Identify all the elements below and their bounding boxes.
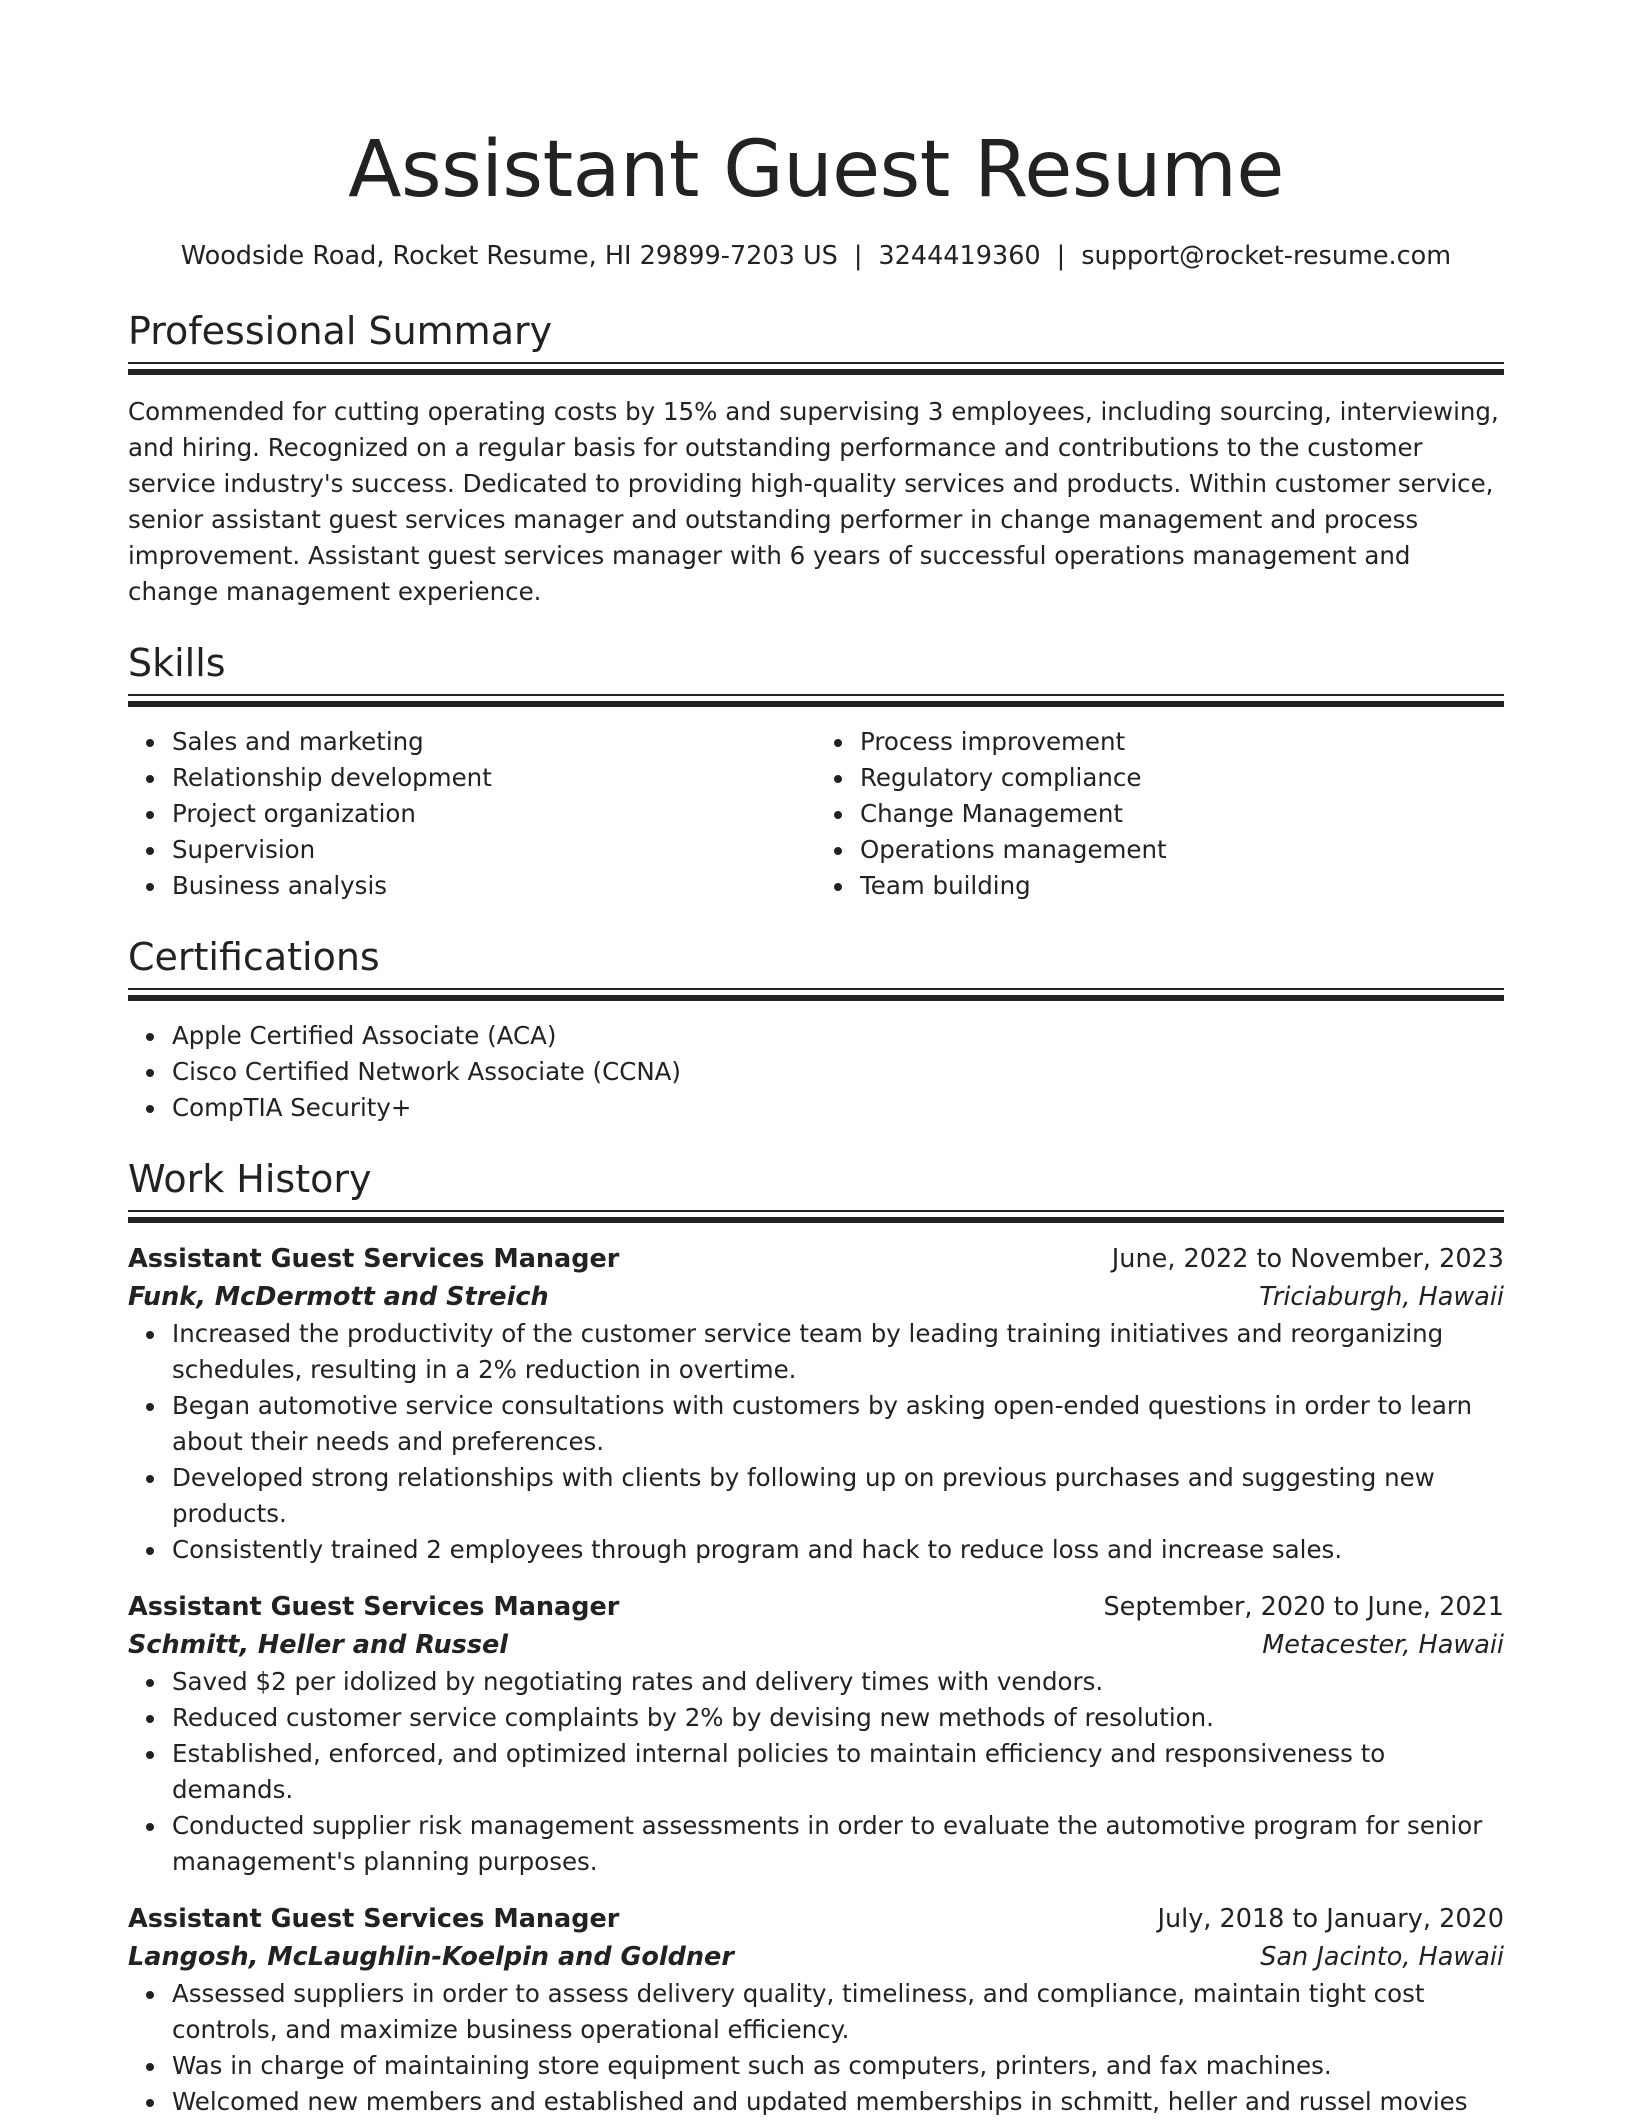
contact-line bbox=[128, 240, 1504, 272]
job-bullet: Reduced customer service complaints by 2% by devising new methods of resolution. bbox=[172, 1700, 1504, 1736]
section-heading: Work History bbox=[128, 1157, 372, 1201]
job-bullets bbox=[128, 1664, 1504, 1880]
job-bullet: Developed strong relationships with clients by following up on previous purchases and suggesting new products. bbox=[172, 1460, 1504, 1532]
section-heading: Certifications bbox=[128, 935, 380, 979]
skill-item: Sales and marketing bbox=[172, 724, 816, 760]
job-dates: September, 2020 to June, 2021 bbox=[1103, 1592, 1504, 1622]
skill-item: Business analysis bbox=[172, 868, 816, 904]
job-entry bbox=[128, 1588, 1504, 1880]
contact-phone: 3244419360 bbox=[878, 241, 1041, 271]
resume-title: Assistant Guest Resume bbox=[348, 125, 1284, 215]
certification-item: Cisco Certified Network Associate (CCNA) bbox=[172, 1054, 1504, 1090]
job-entry bbox=[128, 1900, 1504, 2120]
summary-text: Commended for cutting operating costs by 15% and supervising 3 employees, including sourcing, interviewing, and hiring. Recognized on a regular basis for outstanding performance and contributions to the customer service industry's success. Dedicated to providing high-quality services and products. Within customer service, senior assistant guest services manager and outstanding performer in change management and process improvement. Assistant guest services manager with 6 years of successful operations management and change management experience. bbox=[128, 397, 1499, 606]
section-heading: Professional Summary bbox=[128, 309, 553, 353]
job-bullet: Welcomed new members and established and updated memberships in schmitt, heller and russel movies bbox=[172, 2084, 1504, 2120]
job-bullet: Conducted supplier risk management assessments in order to evaluate the automotive program for senior management's planning purposes. bbox=[172, 1808, 1504, 1880]
job-bullet: Assessed suppliers in order to assess delivery quality, timeliness, and compliance, maintain tight cost controls, and maximize business operational efficiency. bbox=[172, 1976, 1504, 2048]
job-title: Assistant Guest Services Manager bbox=[128, 1244, 620, 1274]
skill-item: Team building bbox=[860, 868, 1504, 904]
certification-item: CompTIA Security+ bbox=[172, 1090, 1504, 1126]
job-bullets bbox=[128, 1316, 1504, 1568]
job-bullet: Increased the productivity of the customer service team by leading training initiatives and reorganizing schedules, resulting in a 2% reduction in overtime. bbox=[172, 1316, 1504, 1388]
skill-item: Change Management bbox=[860, 796, 1504, 832]
skill-item: Relationship development bbox=[172, 760, 816, 796]
skill-item: Process improvement bbox=[860, 724, 1504, 760]
contact-separator: | bbox=[853, 241, 863, 271]
job-bullet: Was in charge of maintaining store equipment such as computers, printers, and fax machines. bbox=[172, 2048, 1504, 2084]
job-entry bbox=[128, 1240, 1504, 1568]
summary-section bbox=[128, 308, 1504, 610]
job-dates: June, 2022 to November, 2023 bbox=[1111, 1244, 1504, 1274]
section-divider bbox=[128, 1210, 1504, 1224]
job-location: Triciaburgh, Hawaii bbox=[1259, 1282, 1504, 1312]
section-divider bbox=[128, 694, 1504, 708]
resume-page bbox=[128, 0, 1504, 2120]
skills-columns bbox=[128, 724, 1504, 904]
job-title: Assistant Guest Services Manager bbox=[128, 1592, 620, 1622]
job-company: Schmitt, Heller and Russel bbox=[128, 1630, 509, 1660]
job-location: Metacester, Hawaii bbox=[1262, 1630, 1504, 1660]
job-title: Assistant Guest Services Manager bbox=[128, 1904, 620, 1934]
job-bullets bbox=[128, 1976, 1504, 2120]
job-location: San Jacinto, Hawaii bbox=[1260, 1942, 1504, 1972]
skill-item: Project organization bbox=[172, 796, 816, 832]
skills-list-left bbox=[128, 724, 816, 904]
section-divider bbox=[128, 362, 1504, 376]
section-divider bbox=[128, 988, 1504, 1002]
job-bullet: Saved $2 per idolized by negotiating rates and delivery times with vendors. bbox=[172, 1664, 1504, 1700]
contact-separator: | bbox=[1056, 241, 1066, 271]
certifications-list bbox=[128, 1018, 1504, 1126]
job-dates: July, 2018 to January, 2020 bbox=[1157, 1904, 1504, 1934]
skill-item: Supervision bbox=[172, 832, 816, 868]
job-company: Langosh, McLaughlin-Koelpin and Goldner bbox=[128, 1942, 734, 1972]
job-bullet: Began automotive service consultations with customers by asking open-ended questions in order to learn about their needs and preferences. bbox=[172, 1388, 1504, 1460]
job-bullet: Established, enforced, and optimized internal policies to maintain efficiency and responsiveness to demands. bbox=[172, 1736, 1504, 1808]
skills-section bbox=[128, 640, 1504, 904]
section-heading: Skills bbox=[128, 641, 226, 685]
contact-address: Woodside Road, Rocket Resume, HI 29899-7203 US bbox=[180, 241, 838, 271]
contact-email[interactable]: support@rocket-resume.com bbox=[1081, 241, 1452, 271]
job-bullet: Consistently trained 2 employees through program and hack to reduce loss and increase sales. bbox=[172, 1532, 1504, 1568]
job-company: Funk, McDermott and Streich bbox=[128, 1282, 549, 1312]
certification-item: Apple Certified Associate (ACA) bbox=[172, 1018, 1504, 1054]
certifications-section bbox=[128, 934, 1504, 1126]
work-history-section bbox=[128, 1156, 1504, 2120]
skill-item: Operations management bbox=[860, 832, 1504, 868]
skill-item: Regulatory compliance bbox=[860, 760, 1504, 796]
skills-list-right bbox=[816, 724, 1504, 904]
